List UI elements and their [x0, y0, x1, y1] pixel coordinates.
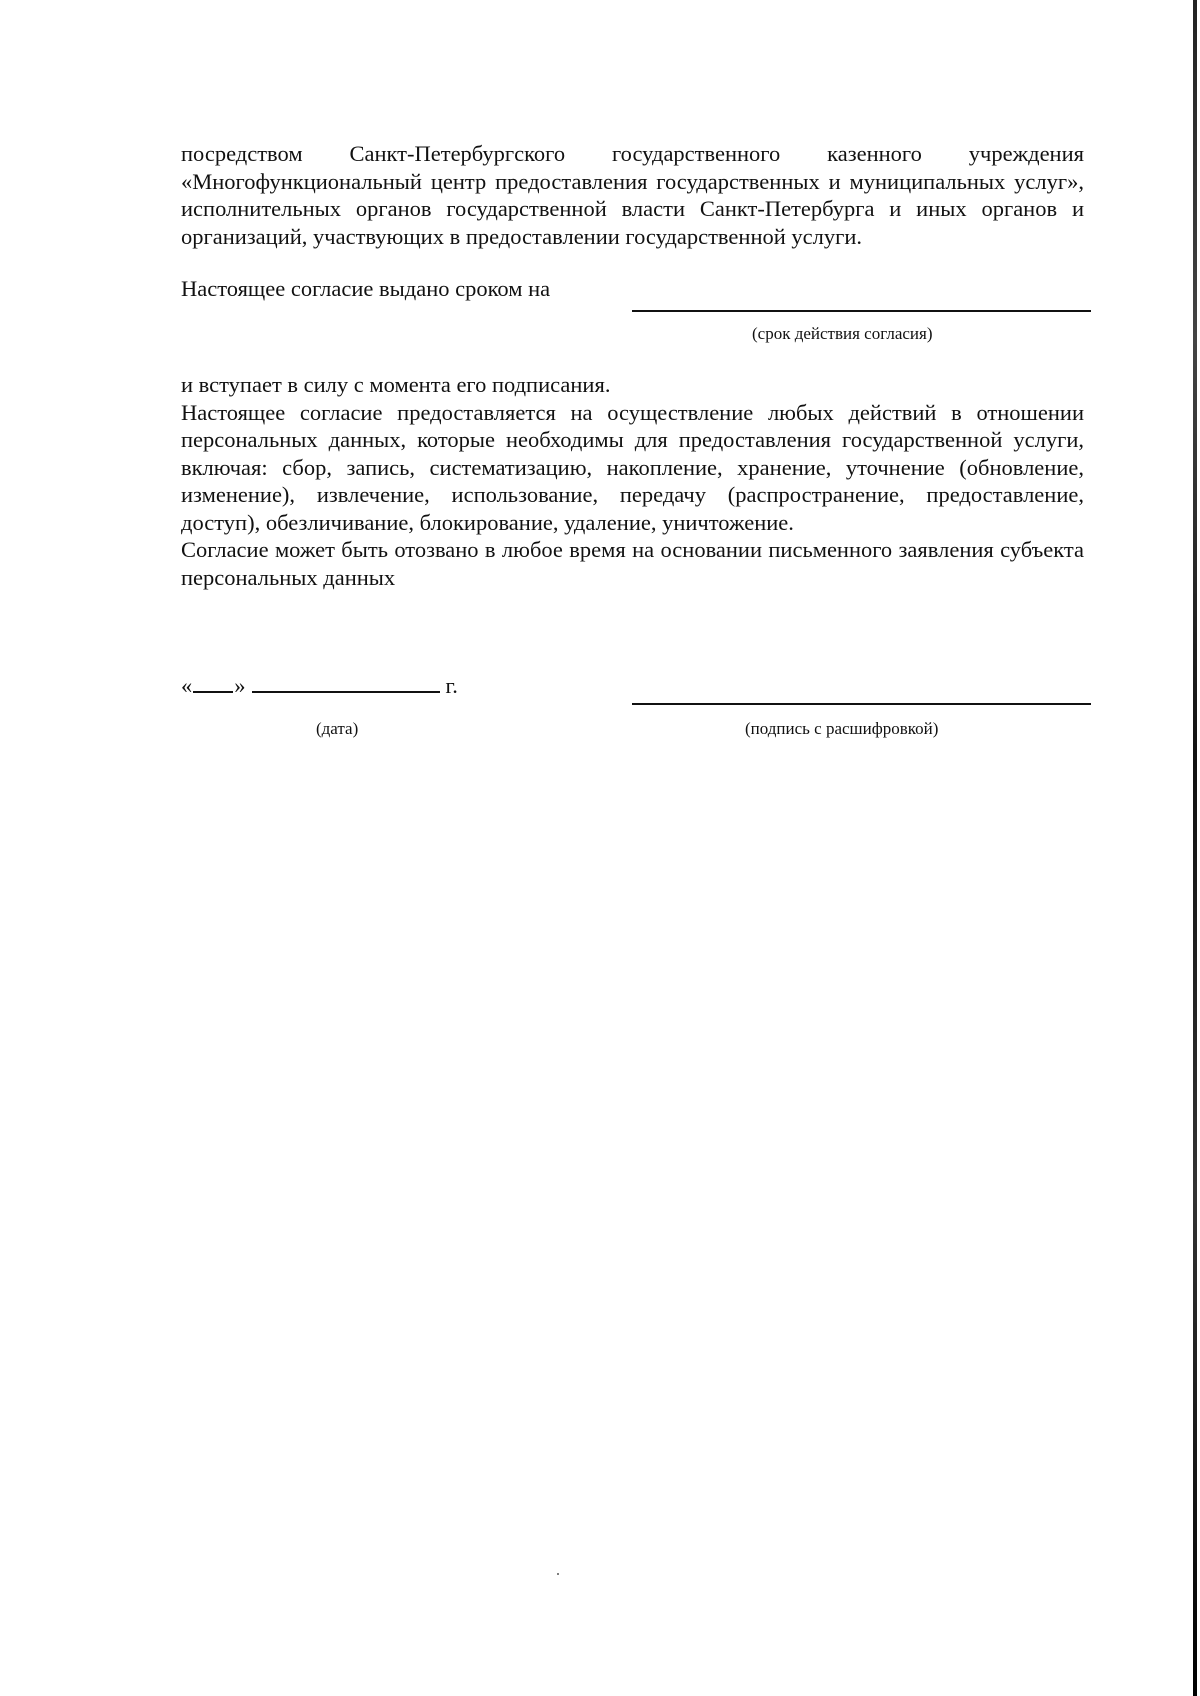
signature-input-line[interactable] — [632, 703, 1091, 705]
consent-term-label: Настоящее согласие выдано сроком на — [181, 276, 551, 301]
consent-effective-line: и вступает в силу с момента его подписания. — [181, 372, 611, 397]
consent-revocation-text: Согласие может быть отозвано в любое время на основании письменного заявления субъекта персональных данных — [181, 537, 1084, 590]
day-input-line[interactable] — [193, 669, 233, 693]
consent-term-caption: (срок действия согласия) — [752, 324, 933, 343]
consent-term-input-line[interactable] — [632, 310, 1091, 312]
scan-edge-border — [1193, 0, 1197, 1696]
date-caption: (дата) — [316, 719, 359, 738]
paragraph-processing-entities — [181, 140, 1084, 250]
signature-caption: (подпись с расшифровкой) — [745, 719, 939, 738]
paragraph-consent-scope — [181, 371, 1084, 591]
date-row — [181, 669, 458, 700]
open-quote: « — [181, 673, 193, 698]
paragraph-1-text: посредством Санкт-Петербургского государственного казенного учреждения «Многофункциональный центр предоставления государственных и муниципальных услуг», исполнительных органов государственной власти Санкт-Петербурга и иных органов и организаций, участвующих в предоставлении государственной услуги. — [181, 141, 1084, 249]
month-input-line[interactable] — [252, 669, 440, 693]
scan-speck — [557, 1573, 559, 1575]
year-suffix: г. — [445, 673, 458, 698]
close-quote: » — [234, 673, 246, 698]
consent-scope-text: Настоящее согласие предоставляется на осуществление любых действий в отношении персональных данных, которые необходимы для предоставления государственной услуги, включая: сбор, запись, систематизацию, накопление, хранение, уточнение (обновление, изменение), извлечение, использование, передачу (распространение, предоставление, доступ), обезличивание, блокирование, удаление, уничтожение. — [181, 399, 1084, 535]
